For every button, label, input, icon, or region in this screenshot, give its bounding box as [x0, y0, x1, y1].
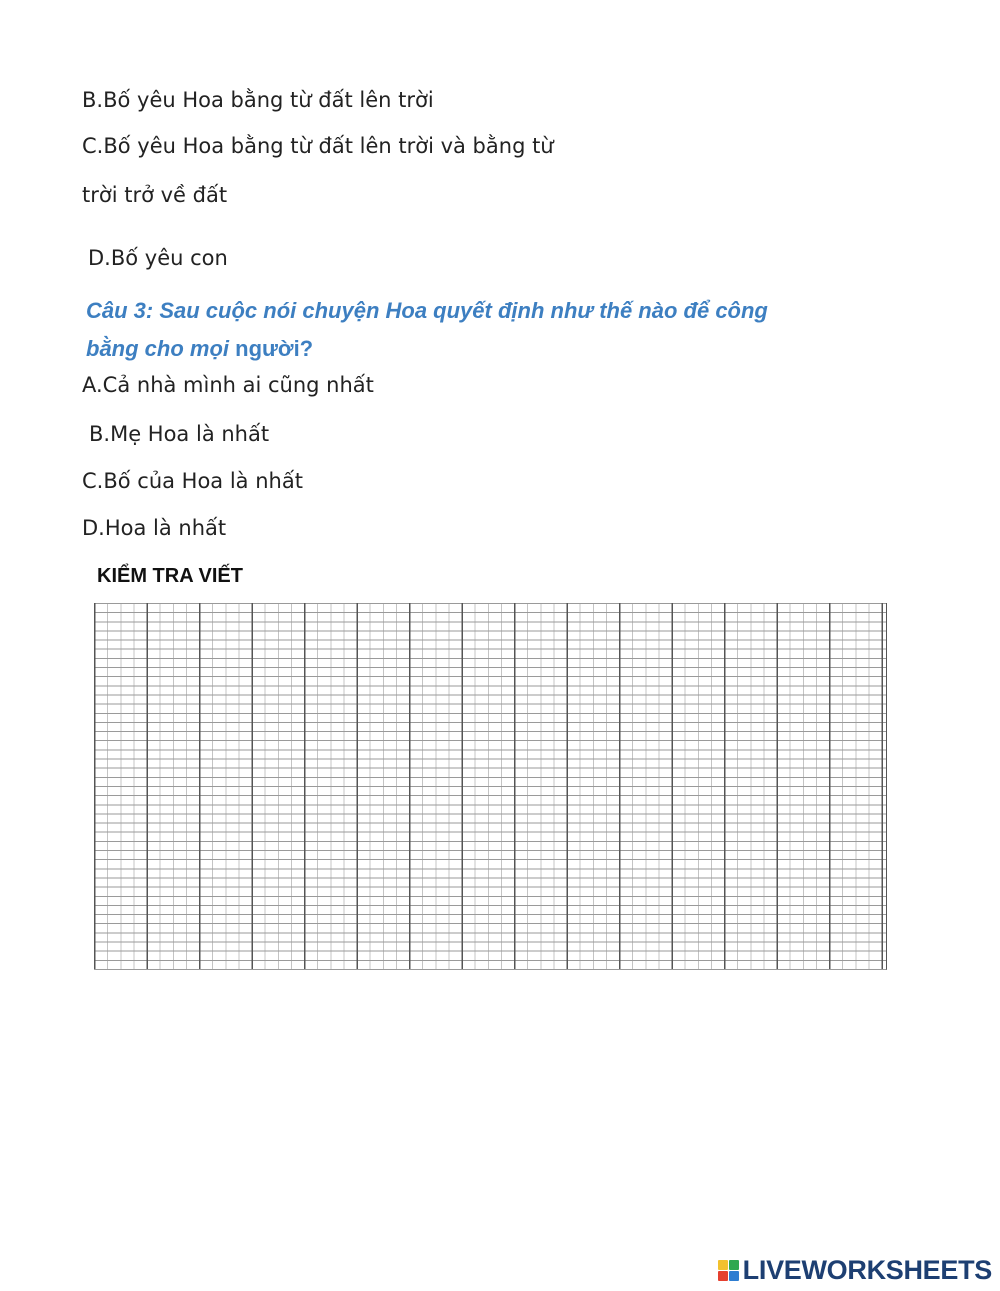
q2-option-c-line2: trời trở về đất	[82, 183, 228, 207]
q3-option-b: B.Mẹ Hoa là nhất	[89, 422, 270, 446]
q2-option-d: D.Bố yêu con	[88, 246, 228, 270]
question-3-title-line2-italic: bằng cho mọi	[86, 336, 236, 361]
logo-square-3	[718, 1271, 728, 1281]
q3-option-d: D.Hoa là nhất	[82, 516, 227, 540]
writing-section-title: KIỂM TRA VIẾT	[97, 565, 243, 587]
brand-name: LIVEWORKSHEETS	[742, 1255, 992, 1285]
logo-square-2	[729, 1260, 739, 1270]
question-3-title-line1: Câu 3: Sau cuộc nói chuyện Hoa quyết định như thế nào để công	[86, 298, 768, 323]
q3-option-c: C.Bố của Hoa là nhất	[82, 469, 303, 493]
q2-option-b: B.Bố yêu Hoa bằng từ đất lên trời	[82, 88, 434, 112]
q3-option-a: A.Cả nhà mình ai cũng nhất	[82, 373, 374, 397]
question-3-title-line2	[86, 334, 313, 364]
logo-square-1	[718, 1260, 728, 1270]
brand-footer	[718, 1255, 992, 1285]
question-3-title-line2-plain: người?	[235, 336, 314, 361]
q2-option-c-line1: C.Bố yêu Hoa bằng từ đất lên trời và bằng từ	[82, 134, 554, 158]
liveworksheets-logo-icon	[718, 1260, 739, 1281]
writing-grid[interactable]	[94, 603, 887, 970]
logo-square-4	[729, 1271, 739, 1281]
